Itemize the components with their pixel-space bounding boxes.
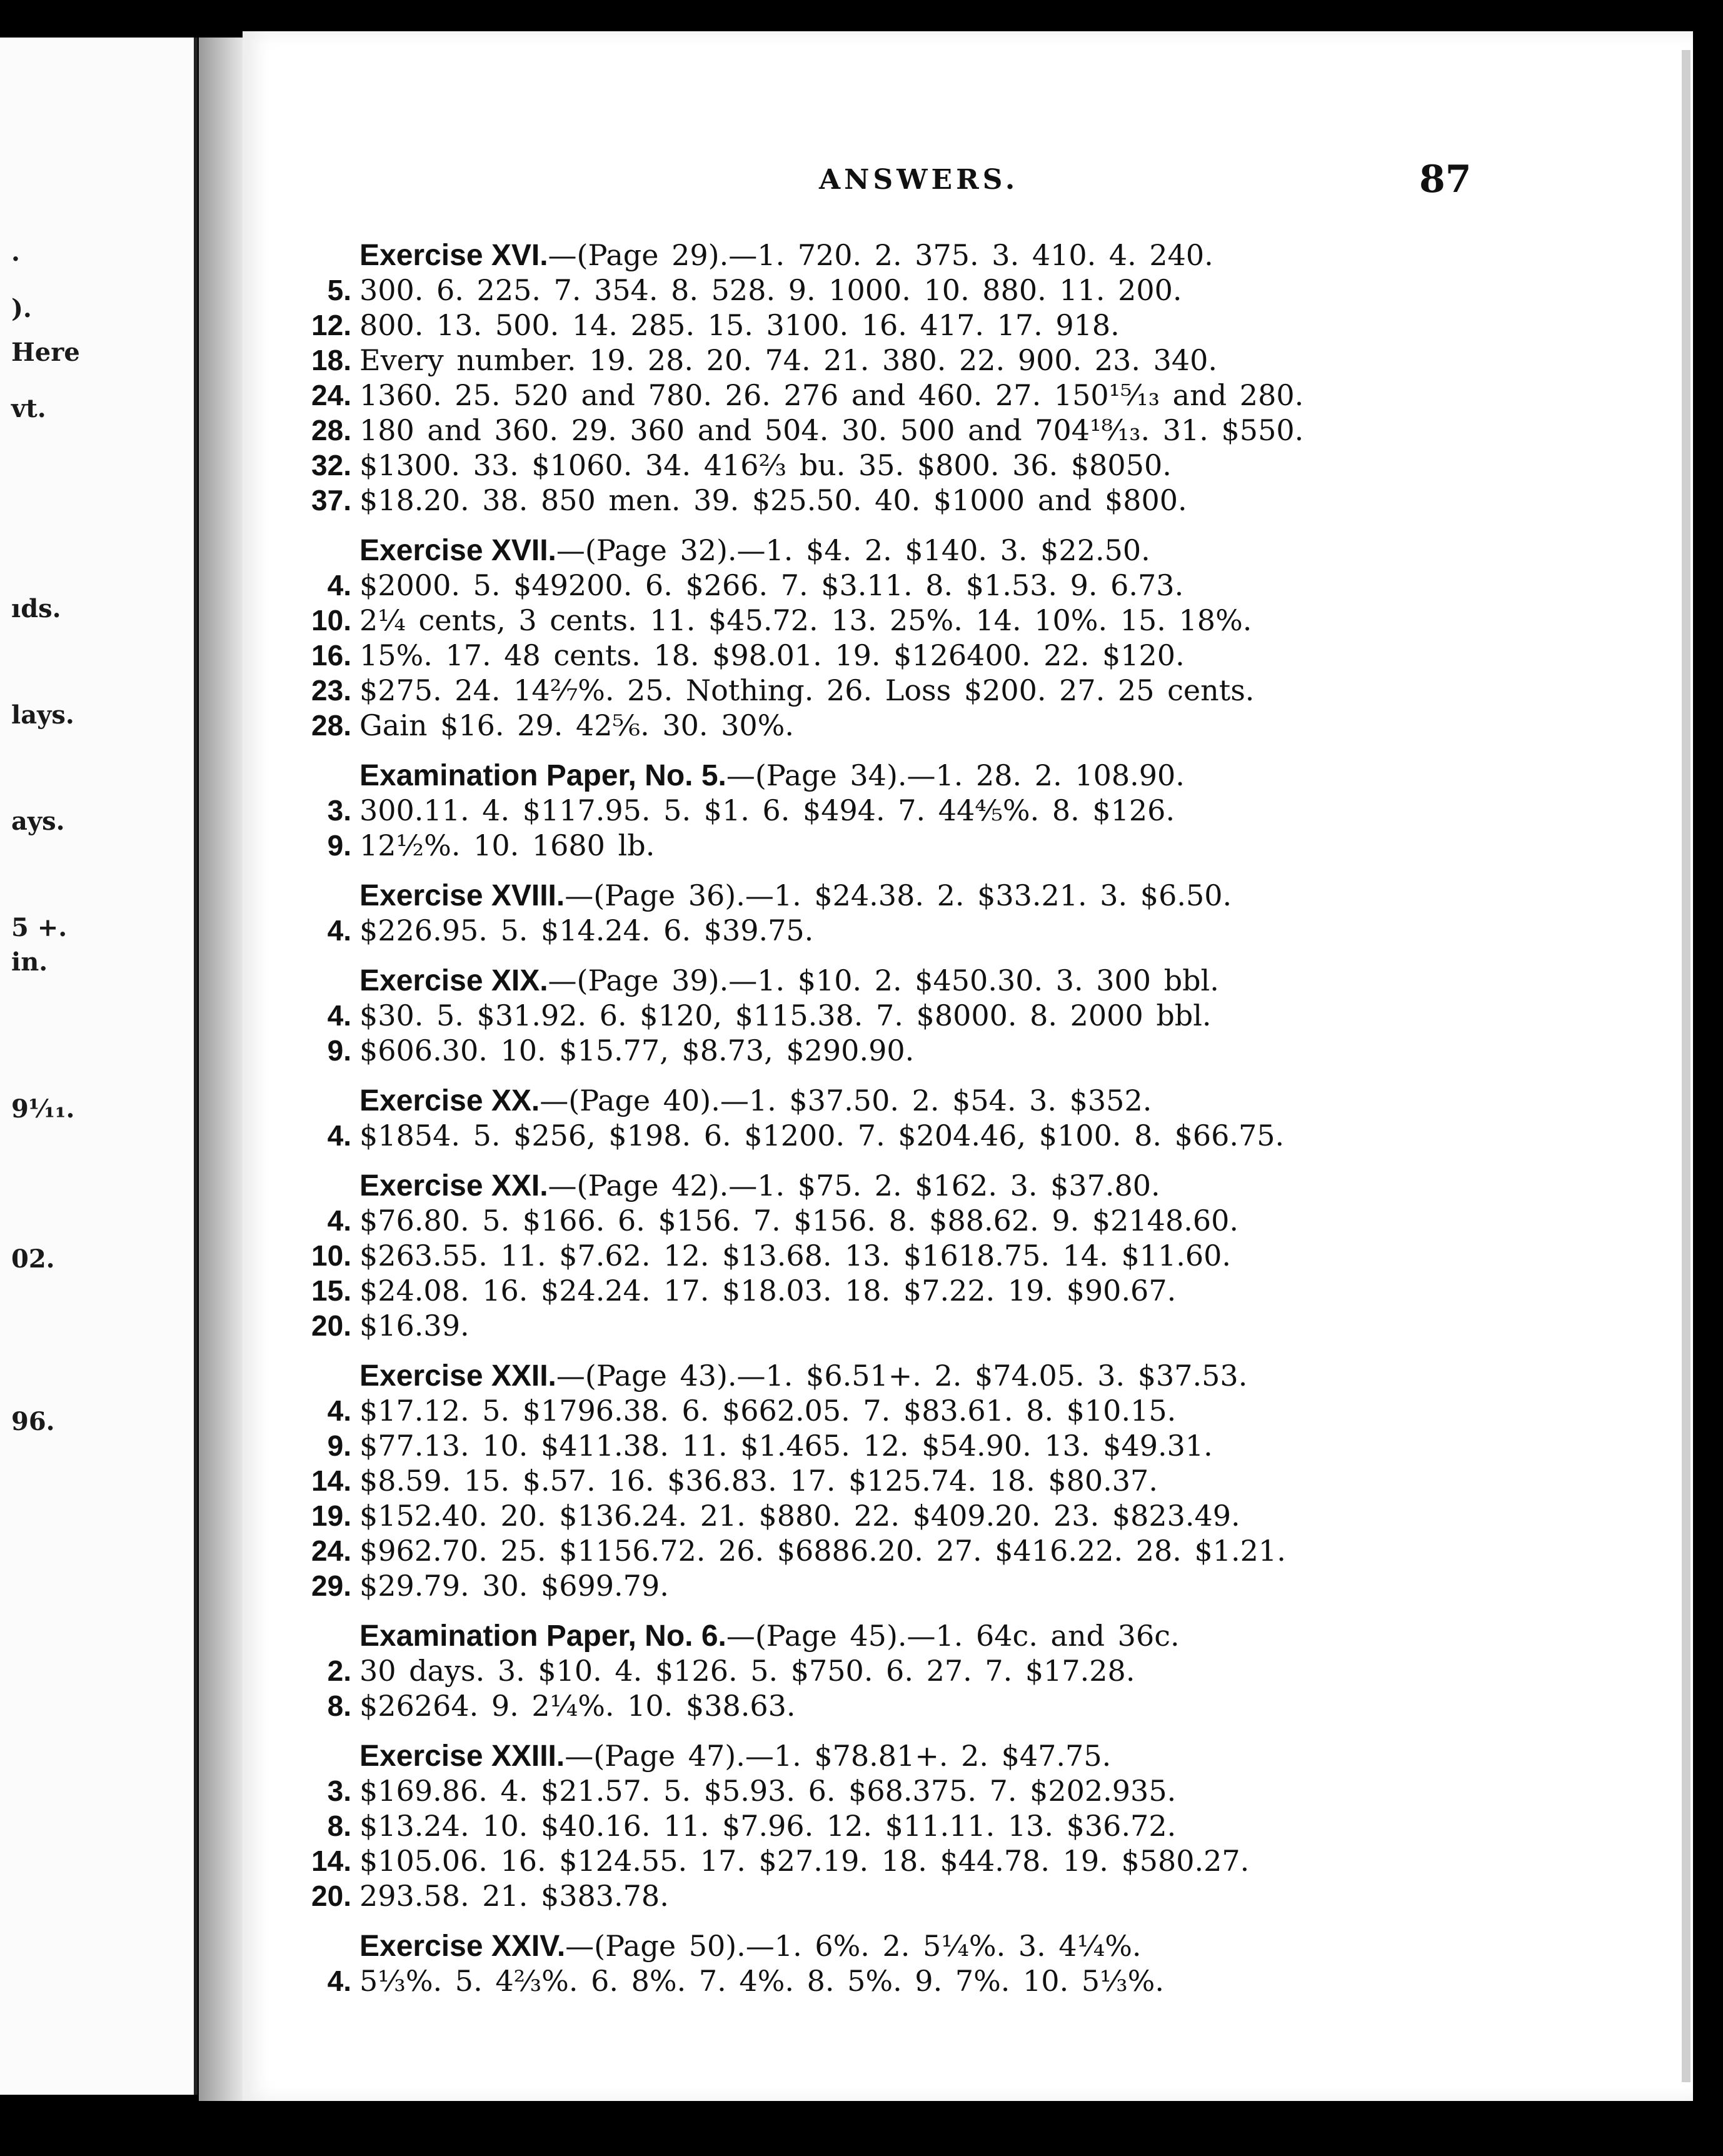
- section-title: Exercise XXIII.: [359, 1740, 565, 1773]
- answer-text: $8.59. 15. $.57. 16. $36.83. 17. $125.74. 18. $80.37.: [359, 1464, 1158, 1498]
- answer-line: [311, 708, 1472, 743]
- answer-text: $105.06. 16. $124.55. 17. $27.19. 18. $44.78. 19. $580.27.: [359, 1844, 1250, 1878]
- problem-number: 8.: [327, 1690, 351, 1722]
- answer-text: —(Page 50).—1. 6%. 2. 5¼%. 3. 4¼%.: [565, 1929, 1142, 1963]
- answer-line: [311, 1498, 1472, 1533]
- answer-line: [327, 1963, 1472, 1998]
- answer-text: $226.95. 5. $14.24. 6. $39.75.: [359, 914, 814, 947]
- left-page-fragment: .: [11, 238, 20, 267]
- left-page-edge: [0, 38, 198, 2095]
- problem-number: 4.: [327, 914, 351, 947]
- left-page-fragment: Here: [11, 338, 80, 367]
- answer-line: [311, 673, 1472, 708]
- answer-text: $76.80. 5. $166. 6. $156. 7. $156. 8. $88.62. 9. $2148.60.: [359, 1204, 1238, 1237]
- exercise-section: [327, 1928, 1472, 1998]
- answer-text: $16.39.: [359, 1309, 470, 1342]
- answer-line: [327, 568, 1472, 603]
- problem-number: 2.: [327, 1655, 351, 1687]
- section-title: Exercise XVI.: [359, 239, 548, 272]
- problem-number: 29.: [311, 1569, 351, 1602]
- section-heading-line: [359, 1168, 1472, 1203]
- problem-number: 10.: [311, 604, 351, 637]
- section-title: Exercise XXIV.: [359, 1930, 566, 1963]
- answer-text: $17.12. 5. $1796.38. 6. $662.05. 7. $83.61. 8. $10.15.: [359, 1394, 1177, 1428]
- left-page-fragment: 9⅟₁₁.: [11, 1094, 75, 1124]
- answer-text: 5⅓%. 5. 4⅔%. 6. 8%. 7. 4%. 8. 5%. 9. 7%. 10. 5⅓%.: [359, 1964, 1165, 1998]
- answer-line: [327, 273, 1472, 308]
- answer-text: 180 and 360. 29. 360 and 504. 30. 500 and 704¹⁸⁄₁₃. 31. $550.: [359, 413, 1304, 447]
- exercise-section: [327, 963, 1472, 1068]
- problem-number: 24.: [311, 379, 351, 411]
- answer-line: [311, 308, 1472, 343]
- left-page-fragment: 5 +.: [11, 913, 68, 942]
- problem-number: 15.: [311, 1274, 351, 1307]
- answer-text: $275. 24. 14²⁄₇%. 25. Nothing. 26. Loss $200. 27. 25 cents.: [359, 673, 1255, 707]
- answer-text: 30 days. 3. $10. 4. $126. 5. $750. 6. 27. 7. $17.28.: [359, 1654, 1135, 1688]
- exercise-section: [327, 878, 1472, 948]
- answer-line: [311, 378, 1472, 413]
- book-gutter: [199, 38, 243, 2101]
- answer-line: [327, 913, 1472, 948]
- problem-number: 4.: [327, 999, 351, 1032]
- answer-line: [311, 1308, 1472, 1343]
- answer-line: [311, 603, 1472, 638]
- answer-text: 300.11. 4. $117.95. 5. $1. 6. $494. 7. 44⅘%. 8. $126.: [359, 793, 1175, 827]
- problem-number: 9.: [327, 1034, 351, 1067]
- answer-line: [311, 1878, 1472, 1913]
- answer-text: —(Page 40).—1. $37.50. 2. $54. 3. $352.: [540, 1084, 1152, 1117]
- answer-text: $30. 5. $31.92. 6. $120, $115.38. 7. $8000. 8. 2000 bbl.: [359, 999, 1212, 1032]
- section-heading-line: [359, 878, 1472, 913]
- answer-text: 15%. 17. 48 cents. 18. $98.01. 19. $126400. 22. $120.: [359, 638, 1185, 672]
- answer-text: 800. 13. 500. 14. 285. 15. 3100. 16. 417. 17. 918.: [359, 308, 1120, 342]
- exercise-section: [311, 1168, 1472, 1343]
- problem-number: 9.: [327, 829, 351, 862]
- problem-number: 23.: [311, 674, 351, 707]
- answer-text: 1360. 25. 520 and 780. 26. 276 and 460. 27. 150¹⁵⁄₁₃ and 280.: [359, 378, 1304, 412]
- problem-number: 20.: [311, 1309, 351, 1342]
- answer-text: $169.86. 4. $21.57. 5. $5.93. 6. $68.375. 7. $202.935.: [359, 1774, 1177, 1808]
- left-page-fragment: lays.: [11, 700, 74, 730]
- problem-number: 8.: [327, 1810, 351, 1842]
- answer-text: —(Page 36).—1. $24.38. 2. $33.21. 3. $6.50.: [565, 879, 1232, 912]
- answer-line: [311, 448, 1472, 483]
- answer-text: 300. 6. 225. 7. 354. 8. 528. 9. 1000. 10. 880. 11. 200.: [359, 273, 1182, 307]
- problem-number: 20.: [311, 1880, 351, 1912]
- answer-line: [327, 828, 1472, 863]
- answer-text: $29.79. 30. $699.79.: [359, 1569, 669, 1603]
- problem-number: 4.: [327, 1119, 351, 1152]
- problem-number: 16.: [311, 639, 351, 672]
- left-page-fragment: ıds.: [11, 594, 61, 623]
- answer-line: [311, 413, 1472, 448]
- exercise-section: [311, 1358, 1472, 1603]
- answer-text: $77.13. 10. $411.38. 11. $1.465. 12. $54.90. 13. $49.31.: [359, 1429, 1213, 1463]
- section-title: Exercise XVII.: [359, 534, 556, 567]
- answer-line: [327, 1203, 1472, 1238]
- answer-line: [327, 1688, 1472, 1723]
- section-heading-line: [359, 1358, 1472, 1393]
- section-title: Examination Paper, No. 6.: [359, 1620, 726, 1653]
- answer-text: $24.08. 16. $24.24. 17. $18.03. 18. $7.22. 19. $90.67.: [359, 1274, 1177, 1307]
- answer-line: [311, 638, 1472, 673]
- answer-line: [311, 1238, 1472, 1273]
- problem-number: 3.: [327, 1775, 351, 1807]
- answer-text: 12½%. 10. 1680 lb.: [359, 829, 655, 862]
- answer-text: 293.58. 21. $383.78.: [359, 1879, 669, 1913]
- answer-text: —(Page 34).—1. 28. 2. 108.90.: [726, 758, 1185, 792]
- answer-text: $1854. 5. $256, $198. 6. $1200. 7. $204.46, $100. 8. $66.75.: [359, 1119, 1285, 1152]
- answer-text: $1300. 33. $1060. 34. 416⅔ bu. 35. $800. 36. $8050.: [359, 448, 1172, 482]
- section-heading-line: [359, 1083, 1472, 1118]
- left-page-fragment: 02.: [11, 1244, 55, 1274]
- problem-number: 5.: [327, 274, 351, 306]
- answer-text: —(Page 45).—1. 64c. and 36c.: [726, 1619, 1180, 1653]
- running-head: ANSWERS.: [819, 164, 1019, 196]
- left-page-fragment: 96.: [11, 1407, 55, 1436]
- exercise-section: [327, 1618, 1472, 1723]
- problem-number: 3.: [327, 794, 351, 827]
- problem-number: 14.: [311, 1845, 351, 1877]
- section-heading-line: [359, 238, 1472, 273]
- section-title: Exercise XX.: [359, 1084, 540, 1117]
- answer-line: [311, 343, 1472, 378]
- section-title: Examination Paper, No. 5.: [359, 759, 726, 792]
- answer-text: $18.20. 38. 850 men. 39. $25.50. 40. $1000 and $800.: [359, 483, 1187, 517]
- answer-text: 2¼ cents, 3 cents. 11. $45.72. 13. 25%. 14. 10%. 15. 18%.: [359, 603, 1252, 637]
- problem-number: 4.: [327, 569, 351, 602]
- section-title: Exercise XXII.: [359, 1359, 556, 1393]
- answer-line: [327, 1653, 1472, 1688]
- problem-number: 14.: [311, 1464, 351, 1497]
- answer-line: [327, 998, 1472, 1033]
- problem-number: 37.: [311, 484, 351, 516]
- exercise-section: [311, 533, 1472, 743]
- problem-number: 4.: [327, 1204, 351, 1237]
- problem-number: 9.: [327, 1429, 351, 1462]
- answer-line: [311, 1533, 1472, 1568]
- section-heading-line: [359, 1738, 1472, 1773]
- left-page-fragment: ).: [11, 294, 32, 323]
- answer-text: $26264. 9. 2¼%. 10. $38.63.: [359, 1689, 796, 1723]
- problem-number: 4.: [327, 1965, 351, 1997]
- problem-number: 28.: [311, 709, 351, 742]
- problem-number: 28.: [311, 414, 351, 446]
- answer-line: [311, 1273, 1472, 1308]
- answer-text: $2000. 5. $49200. 6. $266. 7. $3.11. 8. $1.53. 9. 6.73.: [359, 568, 1184, 602]
- section-heading-line: [359, 963, 1472, 998]
- answer-line: [311, 1568, 1472, 1603]
- answer-line: [327, 793, 1472, 828]
- exercise-section: [327, 1083, 1472, 1153]
- page-number: 87: [1419, 158, 1472, 201]
- section-title: Exercise XIX.: [359, 964, 548, 997]
- answer-line: [311, 1843, 1472, 1878]
- left-page-fragment: ays.: [11, 807, 65, 836]
- answer-text: —(Page 32).—1. $4. 2. $140. 3. $22.50.: [556, 533, 1150, 567]
- answer-line: [327, 1428, 1472, 1463]
- answer-text: —(Page 47).—1. $78.81+. 2. $47.75.: [565, 1739, 1112, 1773]
- answers-content: [311, 238, 1472, 2013]
- answer-line: [327, 1393, 1472, 1428]
- section-title: Exercise XVIII.: [359, 879, 565, 912]
- answer-text: —(Page 39).—1. $10. 2. $450.30. 3. 300 bbl.: [548, 964, 1219, 997]
- problem-number: 24.: [311, 1534, 351, 1567]
- answer-text: —(Page 29).—1. 720. 2. 375. 3. 410. 4. 240.: [548, 238, 1213, 272]
- exercise-section: [327, 758, 1472, 863]
- answer-text: Gain $16. 29. 42⅚. 30. 30%.: [359, 708, 794, 742]
- answer-text: $962.70. 25. $1156.72. 26. $6886.20. 27. $416.22. 28. $1.21.: [359, 1534, 1286, 1568]
- answer-text: $606.30. 10. $15.77, $8.73, $290.90.: [359, 1034, 915, 1067]
- answer-line: [311, 483, 1472, 518]
- problem-number: 32.: [311, 449, 351, 481]
- section-heading-line: [359, 533, 1472, 568]
- exercise-section: [311, 238, 1472, 518]
- answer-text: $263.55. 11. $7.62. 12. $13.68. 13. $1618.75. 14. $11.60.: [359, 1239, 1232, 1272]
- answer-line: [327, 1808, 1472, 1843]
- section-heading-line: [359, 1928, 1472, 1963]
- problem-number: 19.: [311, 1499, 351, 1532]
- answer-text: $152.40. 20. $136.24. 21. $880. 22. $409.20. 23. $823.49.: [359, 1499, 1240, 1533]
- answer-line: [311, 1463, 1472, 1498]
- section-heading-line: [359, 1618, 1472, 1653]
- answer-line: [327, 1118, 1472, 1153]
- left-page-fragment: in.: [11, 947, 48, 977]
- answer-text: $13.24. 10. $40.16. 11. $7.96. 12. $11.11. 13. $36.72.: [359, 1809, 1177, 1843]
- left-page-fragment: vt.: [11, 394, 46, 423]
- exercise-section: [311, 1738, 1472, 1913]
- problem-number: 10.: [311, 1239, 351, 1272]
- answer-line: [327, 1773, 1472, 1808]
- page-edge-shadow: [1682, 50, 1690, 2082]
- answer-text: Every number. 19. 28. 20. 74. 21. 380. 22. 900. 23. 340.: [359, 343, 1218, 377]
- problem-number: 4.: [327, 1394, 351, 1427]
- answer-line: [327, 1033, 1472, 1068]
- answer-text: —(Page 42).—1. $75. 2. $162. 3. $37.80.: [548, 1169, 1160, 1202]
- problem-number: 18.: [311, 344, 351, 376]
- problem-number: 12.: [311, 309, 351, 341]
- section-title: Exercise XXI.: [359, 1169, 548, 1202]
- section-heading-line: [359, 758, 1472, 793]
- answer-text: —(Page 43).—1. $6.51+. 2. $74.05. 3. $37.53.: [556, 1359, 1248, 1393]
